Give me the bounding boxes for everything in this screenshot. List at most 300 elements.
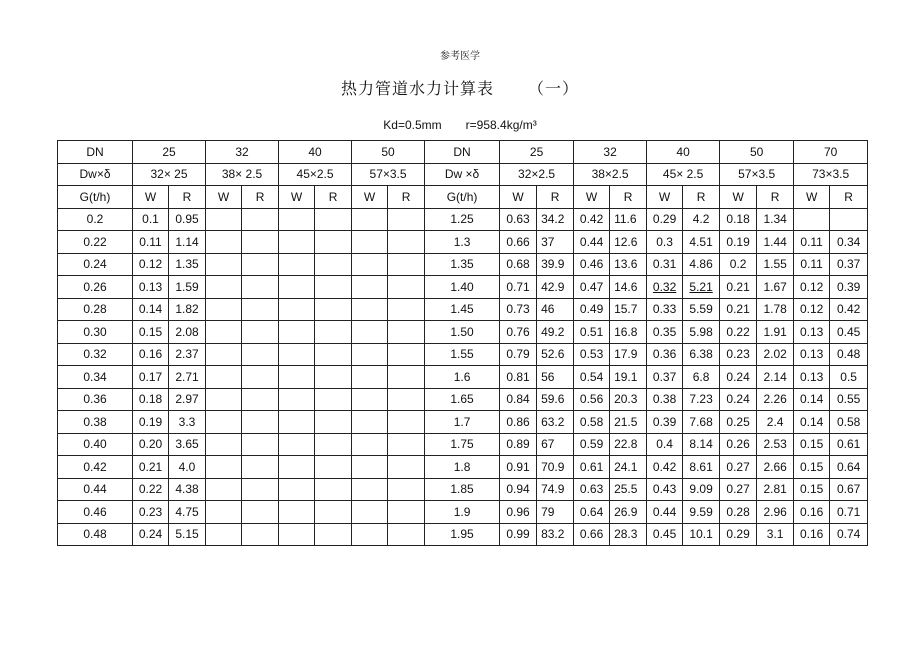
table-cell: 0.29 — [720, 523, 757, 546]
table-cell: 0.23 — [720, 343, 757, 366]
table-cell — [352, 276, 388, 299]
table-cell: 0.15 — [794, 433, 830, 456]
table-cell: 0.36 — [58, 388, 133, 411]
table-cell — [279, 411, 315, 434]
table-cell: 0.30 — [58, 321, 133, 344]
table-cell: 0.26 — [58, 276, 133, 299]
table-cell — [315, 231, 352, 254]
column-header-cell: R — [610, 186, 647, 209]
table-cell: 0.44 — [647, 501, 683, 524]
table-cell: 0.64 — [830, 456, 868, 479]
table-row — [58, 411, 868, 434]
table-cell — [388, 523, 425, 546]
table-row — [58, 321, 868, 344]
table-cell — [242, 231, 279, 254]
table-cell: 1.85 — [425, 478, 500, 501]
table-cell — [206, 523, 242, 546]
table-cell: 5.59 — [683, 298, 720, 321]
table-cell: 0.38 — [58, 411, 133, 434]
table-cell: 5.15 — [169, 523, 206, 546]
dn-25-right: 25 — [500, 141, 574, 164]
table-row — [58, 298, 868, 321]
dn-label: DN — [58, 141, 133, 164]
table-cell: 63.2 — [537, 411, 574, 434]
table-cell — [352, 388, 388, 411]
table-cell — [206, 433, 242, 456]
table-cell — [352, 456, 388, 479]
table-cell: 0.11 — [133, 231, 169, 254]
table-cell: 8.14 — [683, 433, 720, 456]
table-cell: 1.67 — [757, 276, 794, 299]
column-header-cell: R — [537, 186, 574, 209]
table-cell: 9.09 — [683, 478, 720, 501]
table-cell: 26.9 — [610, 501, 647, 524]
column-header-cell: W — [647, 186, 683, 209]
table-cell: 0.27 — [720, 478, 757, 501]
table-cell — [352, 433, 388, 456]
table-cell: 0.53 — [574, 343, 610, 366]
column-header-cell: W — [574, 186, 610, 209]
table-cell: 0.13 — [133, 276, 169, 299]
table-cell: 0.34 — [830, 231, 868, 254]
dw-header-row — [58, 163, 868, 186]
table-cell — [352, 298, 388, 321]
table-cell — [388, 276, 425, 299]
table-cell: 42.9 — [537, 276, 574, 299]
table-cell: 2.26 — [757, 388, 794, 411]
table-cell — [794, 208, 830, 231]
table-cell: 3.65 — [169, 433, 206, 456]
table-cell: 0.36 — [647, 343, 683, 366]
table-cell: 0.21 — [720, 298, 757, 321]
table-cell: 0.3 — [647, 231, 683, 254]
table-cell: 2.4 — [757, 411, 794, 434]
table-cell: 12.6 — [610, 231, 647, 254]
table-cell — [279, 366, 315, 389]
column-header-cell: W — [794, 186, 830, 209]
table-cell — [206, 478, 242, 501]
table-cell: 0.23 — [133, 501, 169, 524]
table-cell: 1.35 — [425, 253, 500, 276]
table-cell: 0.81 — [500, 366, 537, 389]
table-cell: 0.4 — [647, 433, 683, 456]
table-cell: 0.32 — [58, 343, 133, 366]
table-cell: 1.95 — [425, 523, 500, 546]
table-cell: 0.14 — [133, 298, 169, 321]
table-cell: 0.43 — [647, 478, 683, 501]
table-cell — [206, 208, 242, 231]
table-cell: 0.68 — [500, 253, 537, 276]
table-cell: 0.28 — [720, 501, 757, 524]
table-cell: 0.31 — [647, 253, 683, 276]
table-cell: 0.16 — [794, 501, 830, 524]
table-cell — [352, 501, 388, 524]
table-cell: 1.44 — [757, 231, 794, 254]
table-cell — [352, 411, 388, 434]
table-cell: 0.33 — [647, 298, 683, 321]
table-row — [58, 366, 868, 389]
table-cell: 0.46 — [58, 501, 133, 524]
table-cell: 0.24 — [58, 253, 133, 276]
table-cell — [388, 411, 425, 434]
table-row — [58, 253, 868, 276]
table-cell: 0.16 — [794, 523, 830, 546]
table-cell: 1.25 — [425, 208, 500, 231]
table-cell: 3.3 — [169, 411, 206, 434]
column-header-cell: G(t/h) — [425, 186, 500, 209]
table-cell: 2.66 — [757, 456, 794, 479]
table-cell: 34.2 — [537, 208, 574, 231]
table-row — [58, 208, 868, 231]
table-cell: 1.9 — [425, 501, 500, 524]
title-suffix: （一） — [528, 79, 580, 98]
table-cell — [315, 433, 352, 456]
dw-25: 32× 25 — [133, 163, 206, 186]
table-cell — [206, 321, 242, 344]
table-cell: 56 — [537, 366, 574, 389]
table-cell: 0.18 — [720, 208, 757, 231]
dn-50: 50 — [352, 141, 425, 164]
table-cell: 5.21 — [683, 276, 720, 299]
table-cell: 0.61 — [830, 433, 868, 456]
dn-50-right: 50 — [720, 141, 794, 164]
table-cell: 0.32 — [647, 276, 683, 299]
table-cell — [279, 478, 315, 501]
table-cell: 0.34 — [58, 366, 133, 389]
table-cell: 4.86 — [683, 253, 720, 276]
table-cell: 20.3 — [610, 388, 647, 411]
table-cell — [279, 231, 315, 254]
table-cell: 0.12 — [794, 298, 830, 321]
roughness-param: Kd=0.5mm — [383, 118, 442, 132]
table-cell: 22.8 — [610, 433, 647, 456]
table-cell: 0.26 — [720, 433, 757, 456]
table-cell — [315, 366, 352, 389]
table-cell — [242, 388, 279, 411]
table-cell: 0.47 — [574, 276, 610, 299]
table-cell: 28.3 — [610, 523, 647, 546]
table-cell — [388, 208, 425, 231]
dw-70-right: 73×3.5 — [794, 163, 868, 186]
dn-40-right: 40 — [647, 141, 720, 164]
table-cell: 2.08 — [169, 321, 206, 344]
table-cell: 59.6 — [537, 388, 574, 411]
table-row — [58, 276, 868, 299]
column-header-cell: R — [169, 186, 206, 209]
table-cell — [206, 501, 242, 524]
table-cell: 0.42 — [647, 456, 683, 479]
table-cell: 0.37 — [830, 253, 868, 276]
table-cell: 0.38 — [647, 388, 683, 411]
column-header-cell: R — [830, 186, 868, 209]
table-cell: 0.15 — [794, 456, 830, 479]
table-cell: 0.61 — [574, 456, 610, 479]
table-cell — [206, 253, 242, 276]
table-cell: 5.98 — [683, 321, 720, 344]
table-cell — [388, 388, 425, 411]
table-cell — [315, 478, 352, 501]
table-cell: 0.42 — [58, 456, 133, 479]
table-cell — [388, 321, 425, 344]
table-cell: 0.17 — [133, 366, 169, 389]
table-cell — [242, 343, 279, 366]
table-cell: 0.14 — [794, 411, 830, 434]
table-cell: 4.38 — [169, 478, 206, 501]
table-cell: 1.55 — [425, 343, 500, 366]
table-cell: 0.94 — [500, 478, 537, 501]
table-cell: 17.9 — [610, 343, 647, 366]
table-cell — [242, 523, 279, 546]
table-cell — [388, 231, 425, 254]
table-cell: 0.44 — [574, 231, 610, 254]
table-cell: 10.1 — [683, 523, 720, 546]
table-cell: 0.5 — [830, 366, 868, 389]
dn-32-right: 32 — [574, 141, 647, 164]
table-cell: 1.35 — [169, 253, 206, 276]
header-note: 参考医学 — [440, 51, 480, 62]
table-cell — [206, 276, 242, 299]
table-cell — [279, 276, 315, 299]
table-cell: 0.13 — [794, 321, 830, 344]
table-cell: 0.51 — [574, 321, 610, 344]
table-cell: 79 — [537, 501, 574, 524]
table-cell — [206, 298, 242, 321]
dw-25-right: 32×2.5 — [500, 163, 574, 186]
table-cell: 0.59 — [574, 433, 610, 456]
table-cell: 46 — [537, 298, 574, 321]
column-header-cell: W — [352, 186, 388, 209]
table-cell — [388, 433, 425, 456]
table-cell: 0.22 — [133, 478, 169, 501]
table-cell: 0.13 — [794, 366, 830, 389]
table-cell: 0.24 — [720, 388, 757, 411]
table-cell: 0.48 — [830, 343, 868, 366]
table-cell: 0.42 — [830, 298, 868, 321]
table-cell: 0.37 — [647, 366, 683, 389]
dn-header-row — [58, 141, 868, 164]
table-cell: 1.55 — [757, 253, 794, 276]
table-cell — [242, 321, 279, 344]
table-cell — [242, 253, 279, 276]
table-cell — [315, 298, 352, 321]
table-cell — [352, 253, 388, 276]
table-cell: 2.14 — [757, 366, 794, 389]
column-header-cell: R — [683, 186, 720, 209]
table-cell — [315, 388, 352, 411]
table-cell — [352, 523, 388, 546]
table-cell — [830, 208, 868, 231]
table-cell: 0.84 — [500, 388, 537, 411]
table-cell — [388, 478, 425, 501]
density-param: r=958.4kg/m³ — [465, 118, 537, 132]
table-cell: 0.19 — [720, 231, 757, 254]
table-cell: 1.50 — [425, 321, 500, 344]
table-cell: 0.44 — [58, 478, 133, 501]
table-cell: 6.8 — [683, 366, 720, 389]
table-cell: 2.71 — [169, 366, 206, 389]
table-cell — [242, 478, 279, 501]
table-cell — [388, 298, 425, 321]
table-cell: 1.14 — [169, 231, 206, 254]
table-cell: 1.65 — [425, 388, 500, 411]
dn-32: 32 — [206, 141, 279, 164]
table-cell: 13.6 — [610, 253, 647, 276]
table-cell: 8.61 — [683, 456, 720, 479]
table-cell — [206, 343, 242, 366]
table-cell: 1.8 — [425, 456, 500, 479]
dw-32: 38× 2.5 — [206, 163, 279, 186]
table-cell: 39.9 — [537, 253, 574, 276]
table-cell — [279, 253, 315, 276]
column-header-cell: W — [133, 186, 169, 209]
dw-40: 45×2.5 — [279, 163, 352, 186]
hydraulic-table — [57, 140, 868, 546]
table-cell: 0.96 — [500, 501, 537, 524]
dw-40-right: 45× 2.5 — [647, 163, 720, 186]
table-cell: 9.59 — [683, 501, 720, 524]
table-cell — [279, 208, 315, 231]
table-cell: 0.74 — [830, 523, 868, 546]
table-row — [58, 523, 868, 546]
parameters-line — [0, 118, 920, 132]
table-cell: 2.02 — [757, 343, 794, 366]
table-cell: 0.21 — [720, 276, 757, 299]
table-cell: 0.13 — [794, 343, 830, 366]
table-cell — [315, 208, 352, 231]
table-cell — [352, 343, 388, 366]
table-cell — [388, 501, 425, 524]
table-cell — [315, 501, 352, 524]
table-cell: 0.66 — [574, 523, 610, 546]
dw-label: Dw×δ — [58, 163, 133, 186]
table-cell: 0.71 — [500, 276, 537, 299]
table-cell — [279, 523, 315, 546]
dw-50-right: 57×3.5 — [720, 163, 794, 186]
table-cell: 2.53 — [757, 433, 794, 456]
table-cell — [315, 343, 352, 366]
table-cell: 14.6 — [610, 276, 647, 299]
table-cell: 1.75 — [425, 433, 500, 456]
table-cell: 0.24 — [720, 366, 757, 389]
table-cell: 0.63 — [500, 208, 537, 231]
table-row — [58, 433, 868, 456]
table-cell — [206, 231, 242, 254]
table-cell: 0.91 — [500, 456, 537, 479]
table-cell: 0.39 — [830, 276, 868, 299]
table-row — [58, 388, 868, 411]
table-cell — [352, 321, 388, 344]
table-cell: 11.6 — [610, 208, 647, 231]
table-cell: 0.27 — [720, 456, 757, 479]
table-cell: 2.37 — [169, 343, 206, 366]
table-cell — [388, 343, 425, 366]
table-cell: 0.16 — [133, 343, 169, 366]
table-cell — [388, 456, 425, 479]
table-cell: 19.1 — [610, 366, 647, 389]
table-cell: 0.21 — [133, 456, 169, 479]
table-cell: 16.8 — [610, 321, 647, 344]
table-cell — [206, 366, 242, 389]
table-cell: 1.82 — [169, 298, 206, 321]
table-cell — [242, 411, 279, 434]
table-cell: 6.38 — [683, 343, 720, 366]
table-cell: 0.25 — [720, 411, 757, 434]
column-header-cell: W — [500, 186, 537, 209]
table-cell — [279, 433, 315, 456]
table-cell: 0.29 — [647, 208, 683, 231]
table-cell: 74.9 — [537, 478, 574, 501]
table-cell: 21.5 — [610, 411, 647, 434]
table-cell: 0.39 — [647, 411, 683, 434]
table-cell: 0.49 — [574, 298, 610, 321]
table-cell: 0.55 — [830, 388, 868, 411]
table-cell: 0.42 — [574, 208, 610, 231]
table-cell: 0.24 — [133, 523, 169, 546]
table-cell: 0.48 — [58, 523, 133, 546]
table-row — [58, 231, 868, 254]
table-cell: 0.1 — [133, 208, 169, 231]
table-cell — [206, 456, 242, 479]
table-cell: 1.34 — [757, 208, 794, 231]
table-cell: 0.66 — [500, 231, 537, 254]
dw-label-right: Dw ×δ — [425, 163, 500, 186]
table-cell — [315, 523, 352, 546]
table-cell — [242, 456, 279, 479]
table-cell: 25.5 — [610, 478, 647, 501]
table-cell: 0.20 — [133, 433, 169, 456]
table-cell: 0.67 — [830, 478, 868, 501]
table-cell: 1.40 — [425, 276, 500, 299]
column-header-cell: W — [206, 186, 242, 209]
column-header-cell: G(t/h) — [58, 186, 133, 209]
table-cell: 0.45 — [830, 321, 868, 344]
table-cell — [242, 366, 279, 389]
table-cell: 0.63 — [574, 478, 610, 501]
table-cell: 0.2 — [58, 208, 133, 231]
column-header-cell: R — [757, 186, 794, 209]
column-header-cell: W — [279, 186, 315, 209]
table-cell: 0.12 — [794, 276, 830, 299]
table-cell: 7.23 — [683, 388, 720, 411]
table-cell: 0.56 — [574, 388, 610, 411]
table-cell — [279, 298, 315, 321]
table-cell: 83.2 — [537, 523, 574, 546]
title-text: 热力管道水力计算表 — [340, 79, 494, 98]
dw-32-right: 38×2.5 — [574, 163, 647, 186]
table-cell — [315, 321, 352, 344]
table-cell: 2.81 — [757, 478, 794, 501]
table-cell: 0.45 — [647, 523, 683, 546]
table-cell: 15.7 — [610, 298, 647, 321]
table-cell: 3.1 — [757, 523, 794, 546]
table-cell — [279, 388, 315, 411]
table-cell: 0.19 — [133, 411, 169, 434]
table-cell — [279, 456, 315, 479]
table-cell — [206, 411, 242, 434]
table-cell: 0.22 — [720, 321, 757, 344]
table-cell — [352, 366, 388, 389]
table-cell: 67 — [537, 433, 574, 456]
table-cell: 1.59 — [169, 276, 206, 299]
table-cell: 0.86 — [500, 411, 537, 434]
table-cell — [242, 433, 279, 456]
table-cell: 0.15 — [794, 478, 830, 501]
table-cell: 24.1 — [610, 456, 647, 479]
table-cell: 7.68 — [683, 411, 720, 434]
table-row — [58, 478, 868, 501]
table-cell: 0.28 — [58, 298, 133, 321]
table-row — [58, 456, 868, 479]
